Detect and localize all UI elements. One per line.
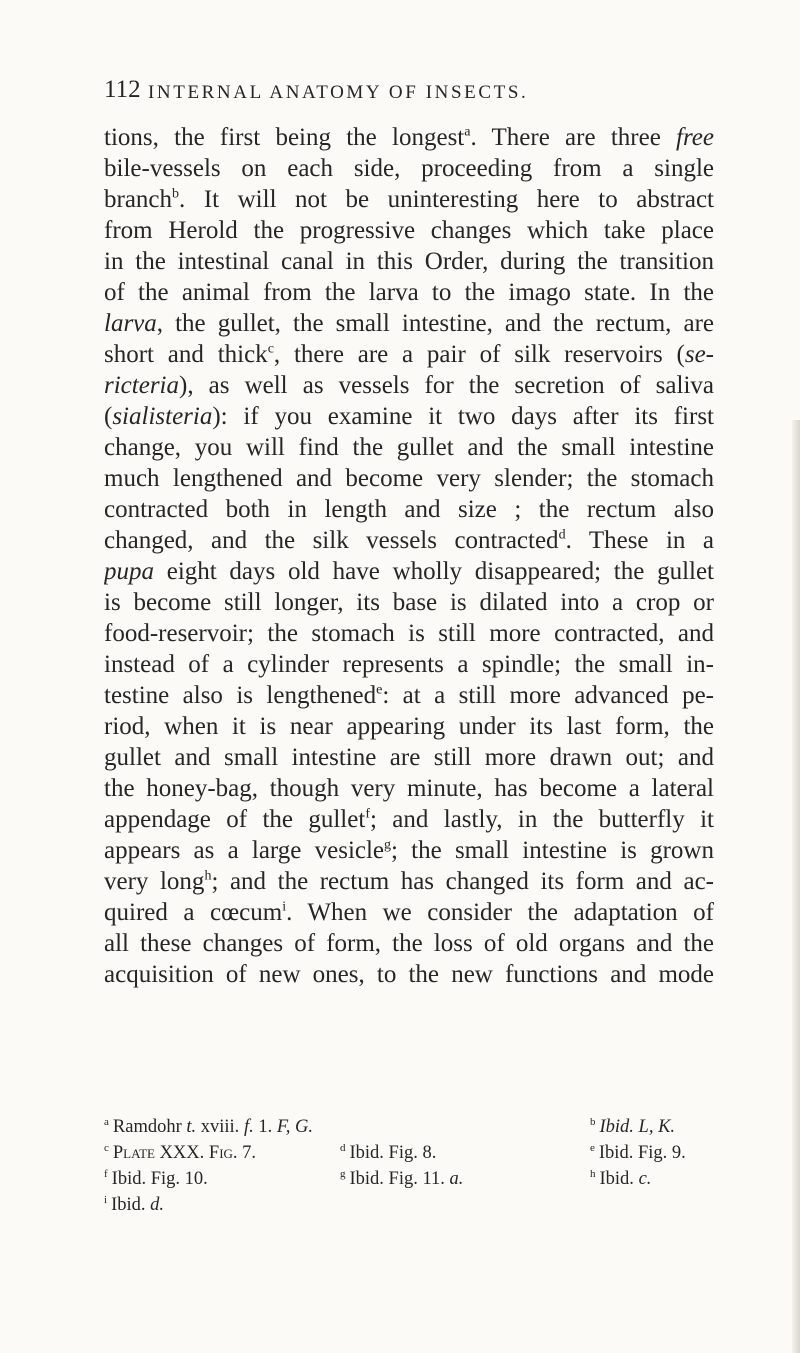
text-line: from Herold the progressive changes which take place bbox=[104, 217, 714, 244]
footnote-row bbox=[104, 1114, 714, 1140]
footnote-ref[interactable]: c bbox=[267, 341, 274, 357]
text-line: contracted both in length and size ; the rectum also bbox=[104, 496, 714, 523]
text-line: tions, the first being the longest$^a$. There are three free bbox=[104, 124, 714, 151]
footnote-g: $^g$ Ibid. Fig. 11. a. bbox=[340, 1167, 464, 1189]
footnote-f: $^f$ Ibid. Fig. 10. bbox=[104, 1167, 208, 1189]
text-line: testine also is lengthened$^e$: at a still more advanced pe- bbox=[104, 682, 714, 709]
text-line: the honey-bag, though very minute, has become a lateral bbox=[104, 775, 714, 802]
footnote-row bbox=[104, 1140, 714, 1166]
footnote-row bbox=[104, 1166, 714, 1192]
footnote-ref[interactable]: h bbox=[204, 868, 212, 884]
text-line: appears as a large vesicle$^g$; the small intestine is grown bbox=[104, 837, 714, 864]
footnote-ref[interactable]: g bbox=[384, 837, 392, 853]
footnote-ref[interactable]: b bbox=[172, 186, 180, 202]
text-line: (sialisteria): if you examine it two days after its first bbox=[104, 403, 714, 430]
footnote-i: $^i$ Ibid. d. bbox=[104, 1193, 164, 1215]
page-number: 112 bbox=[104, 76, 141, 103]
text-line: is become still longer, its base is dilated into a crop or bbox=[104, 589, 714, 616]
footnote-ref[interactable]: f bbox=[365, 806, 370, 822]
text-line: much lengthened and become very slender; the stomach bbox=[104, 465, 714, 492]
footnote-b: $^b$ Ibid. L, K. bbox=[590, 1115, 676, 1137]
footnote-ref[interactable]: a bbox=[464, 124, 471, 140]
text-line: branch$^b$. It will not be uninteresting here to abstract bbox=[104, 186, 714, 213]
footnotes bbox=[104, 1114, 714, 1218]
footnote-ref[interactable]: d bbox=[558, 527, 566, 543]
text-line: in the intestinal canal in this Order, during the transition bbox=[104, 248, 714, 275]
footnote-ref[interactable]: i bbox=[282, 899, 287, 915]
text-line: change, you will find the gullet and the small intestine bbox=[104, 434, 714, 461]
footnote-a: $^a$ Ramdohr t. xviii. f. 1. F, G. bbox=[104, 1115, 313, 1137]
text-line: of the animal from the larva to the imago state. In the bbox=[104, 279, 714, 306]
text-line: quired a cœcum$^i$. When we consider the adaptation of bbox=[104, 899, 714, 926]
text-line: short and thick$^c$, there are a pair of silk reservoirs (se- bbox=[104, 341, 714, 368]
text-line: pupa eight days old have wholly disappeared; the gullet bbox=[104, 558, 714, 585]
text-line: gullet and small intestine are still more drawn out; and bbox=[104, 744, 714, 771]
footnote-ref[interactable]: e bbox=[376, 682, 383, 698]
text-line: acquisition of new ones, to the new functions and mode bbox=[104, 961, 714, 988]
footnote-row bbox=[104, 1192, 714, 1218]
running-head: INTERNAL ANATOMY OF INSECTS. bbox=[148, 82, 529, 103]
text-line: ricteria), as well as vessels for the secretion of saliva bbox=[104, 372, 714, 399]
text-line: all these changes of form, the loss of old organs and the bbox=[104, 930, 714, 957]
text-line: appendage of the gullet$^f$; and lastly, in the butterfly it bbox=[104, 806, 714, 833]
text-line: bile-vessels on each side, proceeding from a single bbox=[104, 155, 714, 182]
footnote-e: $^e$ Ibid. Fig. 9. bbox=[590, 1141, 686, 1163]
text-line: larva, the gullet, the small intestine, and the rectum, are bbox=[104, 310, 714, 337]
page-edge-shadow bbox=[792, 420, 800, 1353]
text-line: changed, and the silk vessels contracted$^d$. These in a bbox=[104, 527, 714, 554]
body-text bbox=[104, 122, 714, 990]
text-line: food-reservoir; the stomach is still more contracted, and bbox=[104, 620, 714, 647]
footnote-d: $^d$ Ibid. Fig. 8. bbox=[340, 1141, 437, 1163]
footnote-h: $^h$ Ibid. c. bbox=[590, 1167, 652, 1189]
text-line: riod, when it is near appearing under its last form, the bbox=[104, 713, 714, 740]
text-line: very long$^h$; and the rectum has changed its form and ac- bbox=[104, 868, 714, 895]
page-header bbox=[104, 76, 704, 112]
footnote-c: $^c$ Plate XXX. Fig. 7. bbox=[104, 1141, 257, 1163]
text-line: instead of a cylinder represents a spindle; the small in- bbox=[104, 651, 714, 678]
